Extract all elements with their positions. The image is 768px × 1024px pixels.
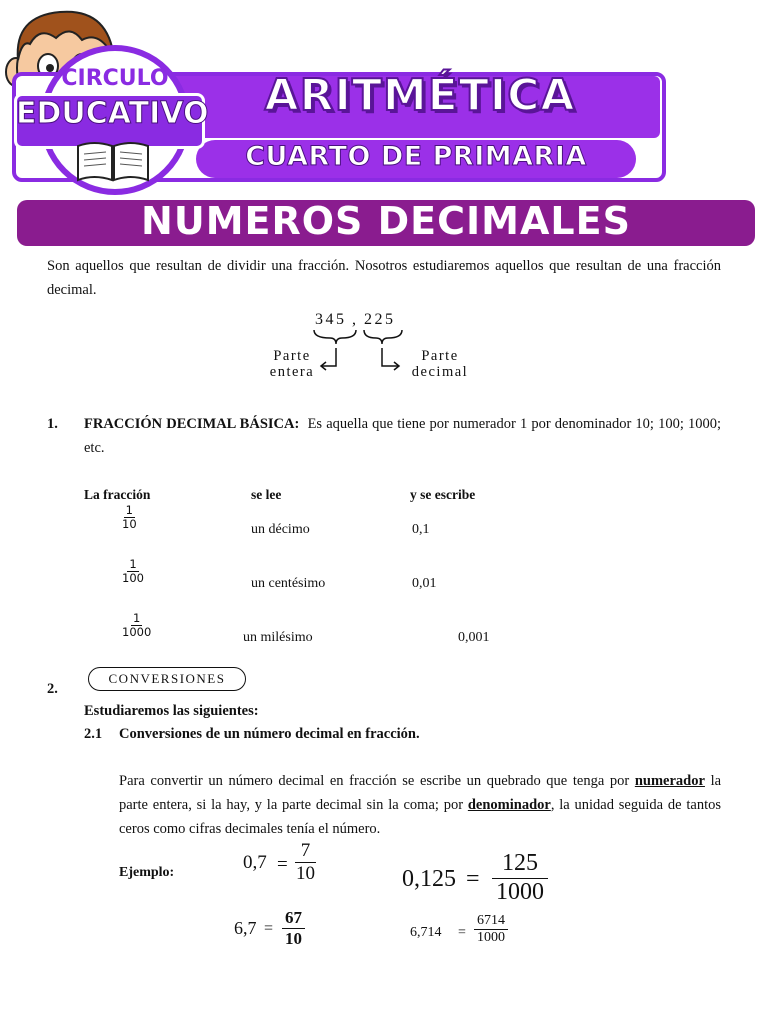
- table-row-2-read: un centésimo: [251, 576, 326, 591]
- fraction-denominator: 10: [285, 928, 302, 948]
- diagram-right-label-line2: decimal: [411, 364, 469, 380]
- table-header-read: se lee: [251, 487, 282, 502]
- intro-paragraph: Son aquellos que resultan de dividir una fracción. Nosotros estudiaremos aquellos que resultan de una fracción decimal.: [47, 258, 721, 298]
- example-label: Ejemplo:: [119, 865, 175, 880]
- example-4-lhs: 6,714: [410, 925, 442, 940]
- section-title: NUMEROS DECIMALES: [141, 199, 631, 243]
- fraction-numerator: 1: [132, 611, 141, 625]
- table-row-1-read: un décimo: [251, 522, 310, 537]
- example-3-fraction: [282, 908, 305, 948]
- fraction-denominator: 10: [296, 862, 315, 884]
- conversion-text-c: , la unidad seguida de tantos ceros como cifras decimales tenía el número.: [119, 797, 721, 837]
- header-title: ARITMÉTICA: [264, 70, 576, 121]
- fraction-numerator: 1: [129, 557, 137, 571]
- diagram-left-label-line1: Parte: [273, 348, 311, 364]
- conversion-text-b: la parte entera, si la hay, y la parte decimal sin la coma; por: [119, 773, 722, 813]
- table-header-write: y se escribe: [410, 487, 476, 502]
- item1-text: Es aquella que tiene por numerador 1 por denominador 10; 100; 1000; etc.: [84, 416, 721, 456]
- fraction-denominator: 1000: [496, 878, 544, 905]
- diagram-integer-part: 345: [315, 311, 347, 328]
- conversion-paragraph: [119, 769, 721, 841]
- item1-paragraph: [84, 412, 721, 460]
- item1-heading: FRACCIÓN DECIMAL BÁSICA:: [84, 416, 300, 432]
- table-row-2-write: 0,01: [412, 576, 437, 591]
- diagram-right-label-line1: Parte: [421, 348, 459, 364]
- table-row-1-fraction: [120, 504, 139, 531]
- fraction-numerator: 125: [492, 850, 548, 879]
- example-3-equals: =: [264, 920, 274, 937]
- fraction-denominator: 1000: [477, 930, 505, 946]
- diagram-right-label: [405, 348, 475, 380]
- conversion-text-a: Para convertir un número decimal en fracción se escribe un quebrado que tenga por: [119, 773, 630, 789]
- diagram-braces-arrows-icon: [310, 326, 410, 378]
- item2-number: 2.: [47, 681, 58, 697]
- example-3-lhs: 6,7: [234, 918, 257, 938]
- item2-sub-number: 2.1: [84, 726, 103, 742]
- fraction-denominator: 100: [122, 571, 144, 586]
- example-1-lhs: 0,7: [243, 852, 267, 873]
- fraction-numerator: 7: [295, 840, 317, 863]
- example-2-fraction: [492, 850, 548, 906]
- example-4-equals: =: [458, 925, 466, 940]
- numerador-term: numerador: [634, 773, 705, 789]
- example-2-lhs: 0,125: [402, 866, 456, 892]
- logo-top-text: CIRCULO: [61, 66, 169, 91]
- diagram-comma: ,: [352, 311, 359, 328]
- table-row-3-fraction: [120, 612, 153, 639]
- diagram-left-label: [262, 348, 322, 380]
- header-subtitle: CUARTO DE PRIMARIA: [245, 141, 587, 172]
- conversiones-pill: CONVERSIONES: [88, 667, 246, 691]
- table-row-3-write: 0,001: [458, 630, 490, 645]
- example-4-fraction: [474, 913, 508, 946]
- example-1-equals: =: [277, 854, 288, 875]
- fraction-denominator: 10: [122, 517, 137, 532]
- diagram-decimal-part: 225: [364, 311, 396, 328]
- table-row-2-fraction: [120, 558, 146, 585]
- table-row-1-write: 0,1: [412, 522, 430, 537]
- denominador-term: denominador: [467, 797, 551, 813]
- item1-number: 1.: [47, 416, 58, 432]
- example-1-fraction: [294, 840, 317, 885]
- table-header-fraction: La fracción: [84, 487, 151, 502]
- item2-sub-heading: Conversiones de un número decimal en fracción.: [119, 726, 420, 742]
- logo-main-text: EDUCATIVO: [16, 96, 209, 131]
- book-icon: [74, 136, 152, 184]
- fraction-denominator: 1000: [122, 625, 152, 640]
- example-2-equals: =: [466, 866, 480, 892]
- diagram-left-label-line2: entera: [269, 364, 315, 380]
- fraction-numerator: 1: [125, 503, 133, 517]
- fraction-numerator: 67: [282, 908, 305, 929]
- table-row-3-read: un milésimo: [243, 630, 313, 645]
- fraction-numerator: 6714: [474, 913, 508, 930]
- item2-intro: Estudiaremos las siguientes:: [84, 703, 259, 719]
